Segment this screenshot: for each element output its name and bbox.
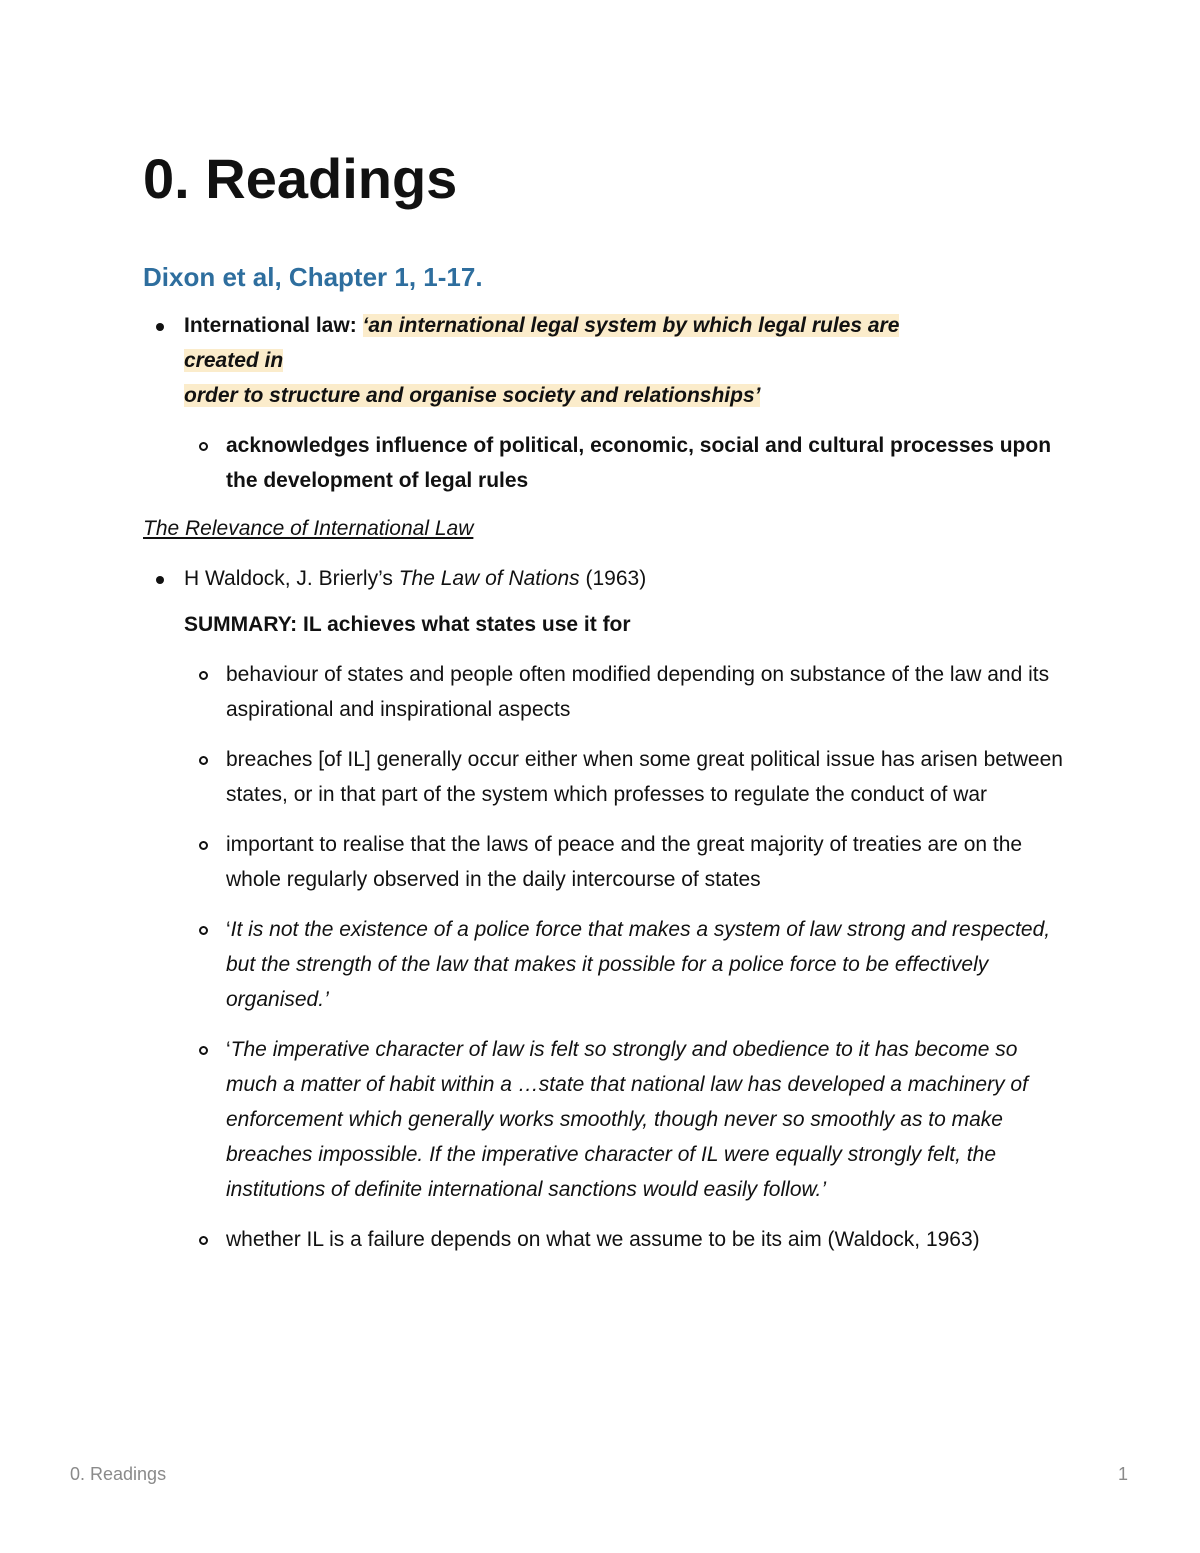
waldock-year: (1963) xyxy=(579,567,647,590)
intro-quote-line1: ‘an international legal system by which legal rules are xyxy=(362,314,900,337)
page-content xyxy=(143,142,1063,1257)
quote-police-text: It is not the existence of a police force that makes a system of law strong and respected, but the strength of the law that makes it possible for a police force to be effectively organised.’ xyxy=(226,918,1051,1011)
list-item-point-1: behaviour of states and people often modified depending on substance of the law and its aspirational and inspirational aspects xyxy=(184,657,1063,727)
list-item-quote-police xyxy=(184,912,1063,1017)
quote2-open: ‘ xyxy=(226,1038,231,1061)
list-item-quote-imperative xyxy=(184,1032,1063,1207)
waldock-sublist xyxy=(184,657,1063,1257)
intro-quote-line2: created in xyxy=(184,349,284,372)
intro-lead: International law: xyxy=(184,314,363,337)
footer-title: 0. Readings xyxy=(70,1464,167,1484)
list-item-waldock xyxy=(143,561,1063,1257)
list-item-point-2: breaches [of IL] generally occur either when some great political issue has arisen between states, or in that part of the system which professes to regulate the conduct of war xyxy=(184,742,1063,812)
quote-imperative-text: The imperative character of law is felt so strongly and obedience to it has become so much a matter of habit within a …state that national law has developed a machinery of enforcement which generally works smoothly, though never so smoothly as to make breaches impossible. If the imperative character of IL were equally strongly felt, the institutions of definite international sanctions would easily follow.’ xyxy=(226,1038,1028,1201)
waldock-author: H Waldock, J. Brierly’s xyxy=(184,567,399,590)
footer-page-number: 1 xyxy=(1118,1464,1129,1484)
intro-list xyxy=(143,308,1063,498)
list-item-failure: whether IL is a failure depends on what we assume to be its aim (Waldock, 1963) xyxy=(184,1222,1063,1257)
subheading-relevance: The Relevance of International Law xyxy=(143,517,474,540)
page-title: 0. Readings xyxy=(143,147,458,210)
list-item-point-3: important to realise that the laws of peace and the great majority of treaties are on the whole regularly observed in the daily intercourse of states xyxy=(184,827,1063,897)
quote1-open: ‘ xyxy=(226,918,231,941)
waldock-book: The Law of Nations xyxy=(398,567,580,590)
intro-quote-line3: order to structure and organise society and relationships’ xyxy=(184,384,761,407)
list-item-influence: acknowledges influence of political, economic, social and cultural processes upon the development of legal rules xyxy=(184,428,1063,498)
list-item-international-law xyxy=(143,308,1063,498)
waldock-list xyxy=(143,561,1063,1257)
waldock-summary: SUMMARY: IL achieves what states use it for xyxy=(184,613,631,636)
section-heading: Dixon et al, Chapter 1, 1-17. xyxy=(143,262,483,292)
intro-sublist xyxy=(184,428,1063,498)
